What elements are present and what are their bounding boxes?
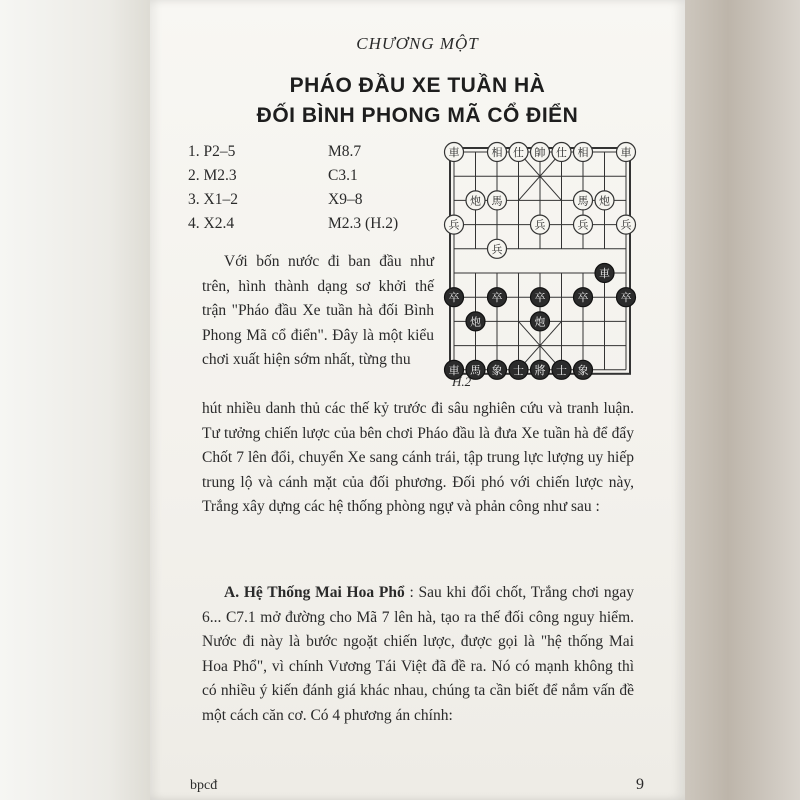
piece-label: 將 [534,363,546,377]
piece-label: 卒 [448,291,460,305]
xiangqi-piece-red [488,288,507,307]
move-black: M2.3 (H.2) [328,215,399,232]
xiangqi-piece-black [552,143,571,162]
piece-label: 卒 [534,291,546,305]
piece-label: 象 [491,363,503,377]
book-page [150,0,685,800]
xiangqi-piece-red [488,360,507,379]
piece-label: 卒 [577,291,589,305]
xiangqi-piece-red [617,288,636,307]
move-black: C3.1 [328,167,358,184]
title-line-2: ĐỐI BÌNH PHONG MÃ CỔ ĐIỂN [256,104,579,127]
xiangqi-piece-red [552,360,571,379]
paragraph-intro [202,250,434,373]
xiangqi-piece-red [466,312,485,331]
piece-label: 炮 [534,315,546,329]
move-list [188,140,438,236]
move-white: 4. X2.4 [188,215,235,232]
xiangqi-piece-black [617,215,636,234]
piece-label: 士 [556,363,567,377]
xiangqi-piece-red [531,312,550,331]
xiangqi-board-figure [440,140,640,390]
xiangqi-piece-black [574,143,593,162]
xiangqi-piece-black [445,143,464,162]
piece-label: 兵 [620,218,632,232]
piece-label: 炮 [599,194,610,208]
piece-label: 馬 [470,363,481,377]
piece-label: 炮 [470,315,481,329]
piece-label: 車 [448,146,460,159]
section-a [202,581,634,728]
section-a-text: : Sau khi đổi chốt, Trắng chơi ngay 6... C7.1 mở đường cho Mã 7 lên hà, tạo ra thế đối công nguy hiểm. Nước đi này là bước ngoặt chiến lược, được gọi là "hệ thống Mai Hoa Phổ", vì chính Vương Tái Việt đã đề ra. Nó có mạnh không thì có nhiều ý kiến đánh giá khác nhau, chúng ta cần biết để nắm vấn đề một cách căn cơ. Có 4 phương án chính: [202,584,634,724]
xiangqi-piece-black [445,215,464,234]
piece-label: 炮 [470,194,481,208]
xiangqi-piece-red [531,288,550,307]
xiangqi-piece-red [531,360,550,379]
xiangqi-piece-black [509,143,528,162]
xiangqi-board [440,140,640,377]
xiangqi-piece-black [595,191,614,210]
xiangqi-piece-red [509,360,528,379]
piece-label: 車 [620,146,632,159]
piece-label: 仕 [513,146,524,159]
figure-caption: H.2 [452,374,472,389]
move-white: 3. X1–2 [188,191,238,208]
piece-label: 馬 [491,194,503,208]
move-row [188,212,438,236]
xiangqi-piece-black [488,239,507,258]
page-number: 9 [636,776,644,793]
paragraph-intro-text: Với bốn nước đi ban đầu như trên, hình thành dạng sơ khởi thế trận "Pháo đầu Xe tuần hà đối Bình Phong Mã cổ điển". Đây là một kiểu chơi xuất hiện sớm nhất, từng thu [202,253,434,368]
piece-label: 兵 [491,242,503,256]
piece-label: 相 [491,146,503,159]
move-white: 2. M2.3 [188,167,237,184]
xiangqi-piece-black [574,215,593,234]
background-right [680,0,800,800]
piece-label: 帥 [534,146,546,159]
xiangqi-piece-red [445,288,464,307]
piece-label: 兵 [448,218,460,232]
piece-label: 仕 [556,146,567,159]
chapter-heading: CHƯƠNG MỘT [356,34,479,53]
move-black: X9–8 [328,191,363,208]
xiangqi-piece-black [531,215,550,234]
xiangqi-piece-black [531,143,550,162]
piece-label: 兵 [577,218,589,232]
move-row [188,164,438,188]
xiangqi-piece-red [574,360,593,379]
xiangqi-piece-black [466,191,485,210]
piece-label: 卒 [491,291,503,305]
paragraph-continued: hút nhiều danh thủ các thế kỷ trước đi sâu nghiên cứu và tranh luận. Tư tưởng chiến lược của bên chơi Pháo đầu là đưa Xe tuần hà để đẩy Chốt 7 lên đổi, chuyển Xe sang cánh trái, tập trung lực lượng uy hiếp trung lộ và cánh mặt của đối phương. Đối phó với chiến lược này, Trắng xây dựng các hệ thống phòng ngự và phản công như sau : [202,400,634,515]
piece-label: 兵 [534,218,546,232]
piece-label: 車 [448,363,460,377]
section-a-title: A. Hệ Thống Mai Hoa Phổ [224,584,405,601]
xiangqi-piece-black [574,191,593,210]
move-row [188,140,438,164]
xiangqi-piece-black [488,143,507,162]
title-line-1: PHÁO ĐẦU XE TUẦN HÀ [289,74,546,97]
background-left [0,0,155,800]
move-row [188,188,438,212]
piece-label: 士 [513,363,524,377]
xiangqi-piece-red [595,264,614,283]
move-black: M8.7 [328,143,362,160]
xiangqi-piece-black [488,191,507,210]
footer-mark: bpcđ [190,778,218,793]
piece-label: 馬 [577,194,589,208]
move-white: 1. P2–5 [188,143,236,160]
piece-label: 象 [577,363,589,377]
piece-label: 車 [599,267,610,280]
piece-label: 相 [577,146,589,159]
piece-label: 卒 [620,291,632,305]
xiangqi-piece-black [617,143,636,162]
xiangqi-piece-red [574,288,593,307]
